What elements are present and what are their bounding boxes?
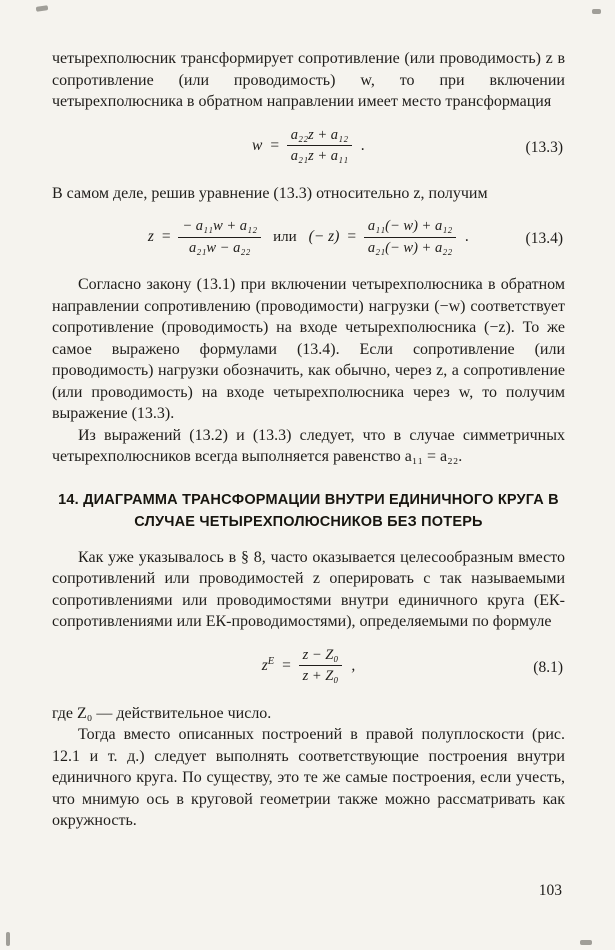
- punctuation: .: [361, 136, 366, 154]
- paragraph-continued: четырехполюсник трансформирует сопротивление (или проводимость) z в сопротивление (или проводимость) w, то при включении четырехполюсника в обратном направлении имеет место трансформация: [52, 50, 565, 110]
- formula-13-3: [52, 126, 565, 170]
- equation-number: (13.4): [525, 230, 563, 247]
- equation-number: (13.3): [525, 138, 563, 156]
- punctuation: ,: [351, 656, 356, 674]
- denominator: a₂₁z + a₁₁: [290, 148, 349, 165]
- paragraph: Из выражений (13.2) и (13.3) следует, что в случае симметричных четырехполюсников всегда выполняется равенство a₁₁ = a₂₂.: [52, 426, 565, 465]
- formula-lhs: z: [147, 228, 154, 246]
- denominator: a₂₁w − a₂₂: [189, 239, 251, 256]
- formula-lhs: $z^E$: [261, 656, 275, 675]
- paragraph: Тогда вместо описанных построений в правой полуплоскости (рис. 12.1 и т. д.) следует выполнять соответствующие построения внутри единичного круга. По существу, это те же самые построения, если учесть, что мнимую ось в круговой геометрии также можно рассматривать как окружность.: [52, 726, 565, 829]
- scan-artifact: [6, 932, 10, 946]
- paragraph: Как уже указывалось в § 8, часто оказывается целесообразным вместо сопротивлений или проводимостей z оперировать с так называемыми сопротивлениями или проводимостями внутри единичного круга (ЕК-сопротивлениями или ЕК-проводимостями), определяемыми по формуле: [52, 548, 565, 630]
- equation: [252, 126, 365, 167]
- scan-artifact: [580, 940, 592, 945]
- paragraph: Согласно закону (13.1) при включении четырехполюсника в обратном направлении сопротивлению (проводимости) нагрузки (−w) соответствует сопротивление (проводимость) на входе четырехполюсника (−z). То же самое выражено формулами (13.4). Если сопротивление (или проводимость) нагрузки обозначить, как обычно, через z, а сопротивление (или проводимость) на входе четырехполюсника через w, то получим выражение (13.3).: [52, 276, 565, 422]
- formula-lhs: w: [251, 136, 263, 154]
- formula-lhs: (− z): [308, 228, 340, 246]
- or-word: или: [273, 228, 297, 245]
- text-block: [52, 48, 565, 928]
- fraction: [364, 217, 456, 258]
- scan-artifact: [36, 5, 49, 12]
- scan-artifact: [592, 9, 601, 14]
- equation: [148, 217, 469, 258]
- equation: [262, 646, 356, 687]
- equals-sign: =: [269, 136, 280, 154]
- equation-number: (8.1): [533, 658, 563, 676]
- superscript-e: E: [267, 656, 275, 668]
- equals-sign: =: [346, 228, 357, 246]
- fraction: [178, 217, 261, 258]
- fraction: [299, 646, 343, 687]
- denominator: z + Z₀: [302, 668, 339, 685]
- equals-sign: =: [160, 228, 172, 246]
- fraction: [287, 126, 352, 167]
- numerator: − a₁₁w + a₁₂: [178, 217, 261, 238]
- paragraph: где Z₀ — действительное число.: [52, 704, 272, 722]
- formula-8-1: [52, 646, 565, 690]
- numerator: a₁₁(− w) + a₁₂: [364, 217, 456, 238]
- numerator: a₂₂z + a₁₂: [287, 126, 352, 147]
- denominator: a₂₁(− w) + a₂₂: [367, 239, 453, 256]
- numerator: z − Z₀: [299, 646, 343, 667]
- paragraph: В самом деле, решив уравнение (13.3) относительно z, получим: [52, 184, 488, 202]
- section-heading: 14. ДИАГРАММА ТРАНСФОРМАЦИИ ВНУТРИ ЕДИНИЧНОГО КРУГА В СЛУЧАЕ ЧЕТЫРЕХПОЛЮСНИКОВ БЕЗ ПОТЕРЬ: [58, 491, 559, 530]
- punctuation: .: [465, 228, 470, 246]
- page-number: 103: [538, 882, 562, 899]
- equals-sign: =: [281, 656, 292, 674]
- formula-13-4: [52, 217, 565, 261]
